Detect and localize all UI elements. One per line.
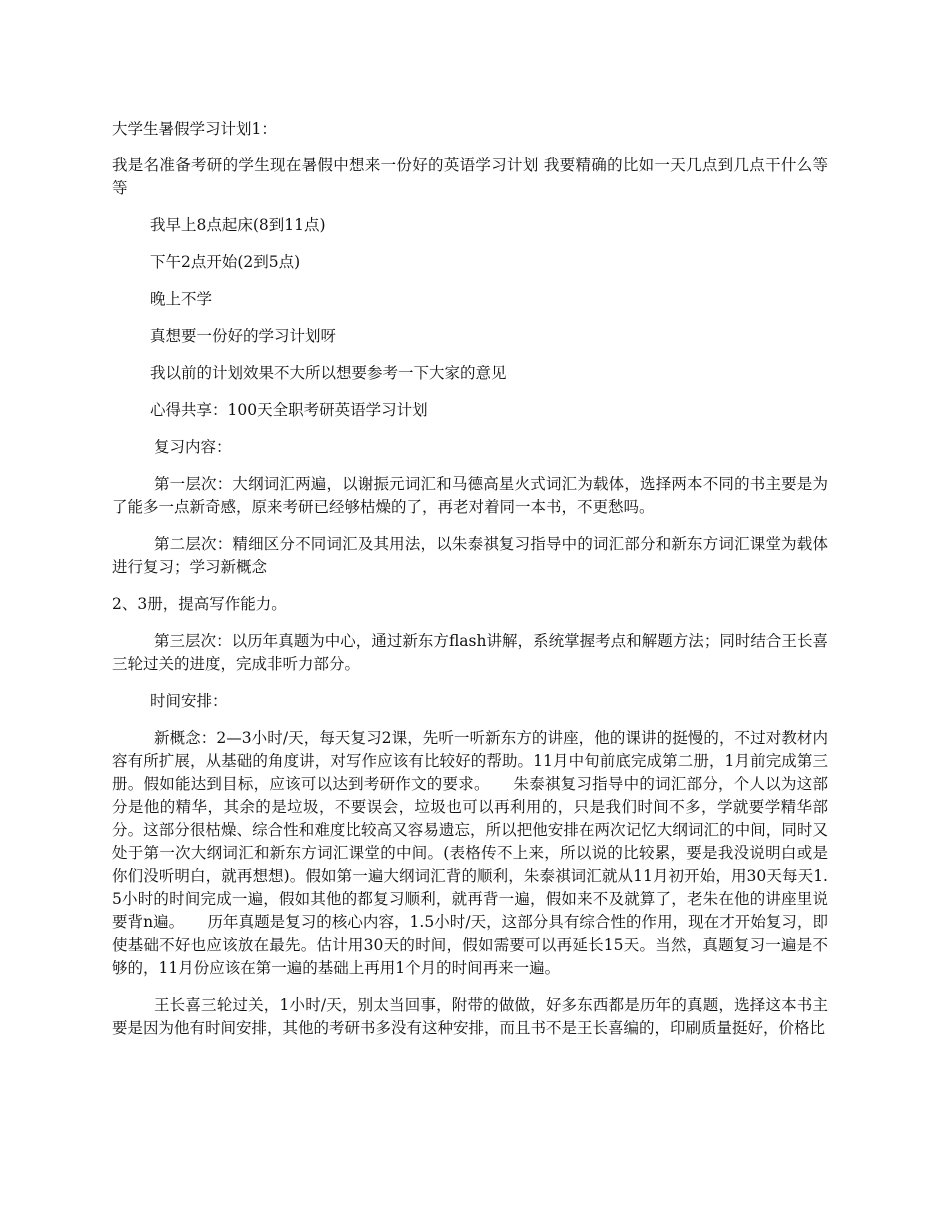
paragraph-level-three: 第三层次：以历年真题为中心，通过新东方flash讲解，系统掌握考点和解题方法；同时结合王长喜三轮过关的进度，完成非听力部分。 <box>112 632 828 673</box>
paragraph-level-two-cont: 2、3册，提高写作能力。 <box>112 595 287 613</box>
paragraph-question: 我是名准备考研的学生现在暑假中想来一份好的英语学习计划 我要精确的比如一天几点到几点干什么等等 <box>112 156 828 197</box>
paragraph-level-two: 第二层次：精细区分不同词汇及其用法，以朱泰祺复习指导中的词汇部分和新东方词汇课堂为载体进行复习；学习新概念 <box>112 535 828 576</box>
paragraph-share-heading: 心得共享：100天全职考研英语学习计划 <box>150 401 428 419</box>
paragraph-afternoon: 下午2点开始(2到5点) <box>150 253 301 271</box>
paragraph-schedule-heading: 时间安排： <box>150 692 228 710</box>
paragraph-new-concept: 新概念：2—3小时/天，每天复习2课，先听一听新东方的讲座，他的课讲的挺慢的，不过对教材内容有所扩展，从基础的角度讲，对写作应该有比较好的帮助。11月中旬前底完成第二册，1月前完成第三册。假如能达到目标，应该可以达到考研作文的要求。 朱泰祺复习指导中的词汇部分，个人以为这部分是他的精华，其余的是垃圾，不要误会，垃圾也可以再利用的，只是我们时间不多，学就要学精华部分。这部分很枯燥、综合性和难度比较高又容易遗忘，所以把他安排在两次记忆大纲词汇的中间，同时又处于第一次大纲词汇和新东方词汇课堂的中间。(表格传不上来，所以说的比较累，要是我没说明白或是你们没听明白，就再想想)。假如第一遍大纲词汇背的顺利，朱泰祺词汇就从11月初开始，用30天每天1.5小时的时间完成一遍，假如其他的都复习顺利，就再背一遍，假如来不及就算了，老朱在他的讲座里说要背n遍。 历年真题是复习的核心内容，1.5小时/天，这部分具有综合性的作用，现在才开始复习，即使基础不好也应该放在最先。估计用30天的时间，假如需要可以再延长15天。当然，真题复习一遍是不够的，11月份应该在第一遍的基础上再用1个月的时间再来一遍。 <box>112 729 828 977</box>
paragraph-previous-plan: 我以前的计划效果不大所以想要参考一下大家的意见 <box>150 364 507 382</box>
paragraph-level-one: 第一层次：大纲词汇两遍，以谢振元词汇和马德高星火式词汇为载体，选择两本不同的书主要是为了能多一点新奇感，原来考研已经够枯燥的了，再老对着同一本书，不更愁吗。 <box>112 475 828 516</box>
paragraph-evening: 晚上不学 <box>150 290 213 308</box>
paragraph-review-content: 复习内容： <box>154 438 232 456</box>
paragraph-wang-changxi: 王长喜三轮过关，1小时/天，别太当回事，附带的做做，好多东西都是历年的真题，选择这本书主要是因为他有时间安排，其他的考研书多没有这种安排，而且书不是王长喜编的，印刷质量挺好，价格比 <box>112 996 828 1037</box>
document-page <box>112 118 828 1054</box>
paragraph-want-plan: 真想要一份好的学习计划呀 <box>150 327 337 345</box>
document-title: 大学生暑假学习计划1： <box>112 120 277 138</box>
paragraph-wake-time: 我早上8点起床(8到11点) <box>150 216 326 234</box>
